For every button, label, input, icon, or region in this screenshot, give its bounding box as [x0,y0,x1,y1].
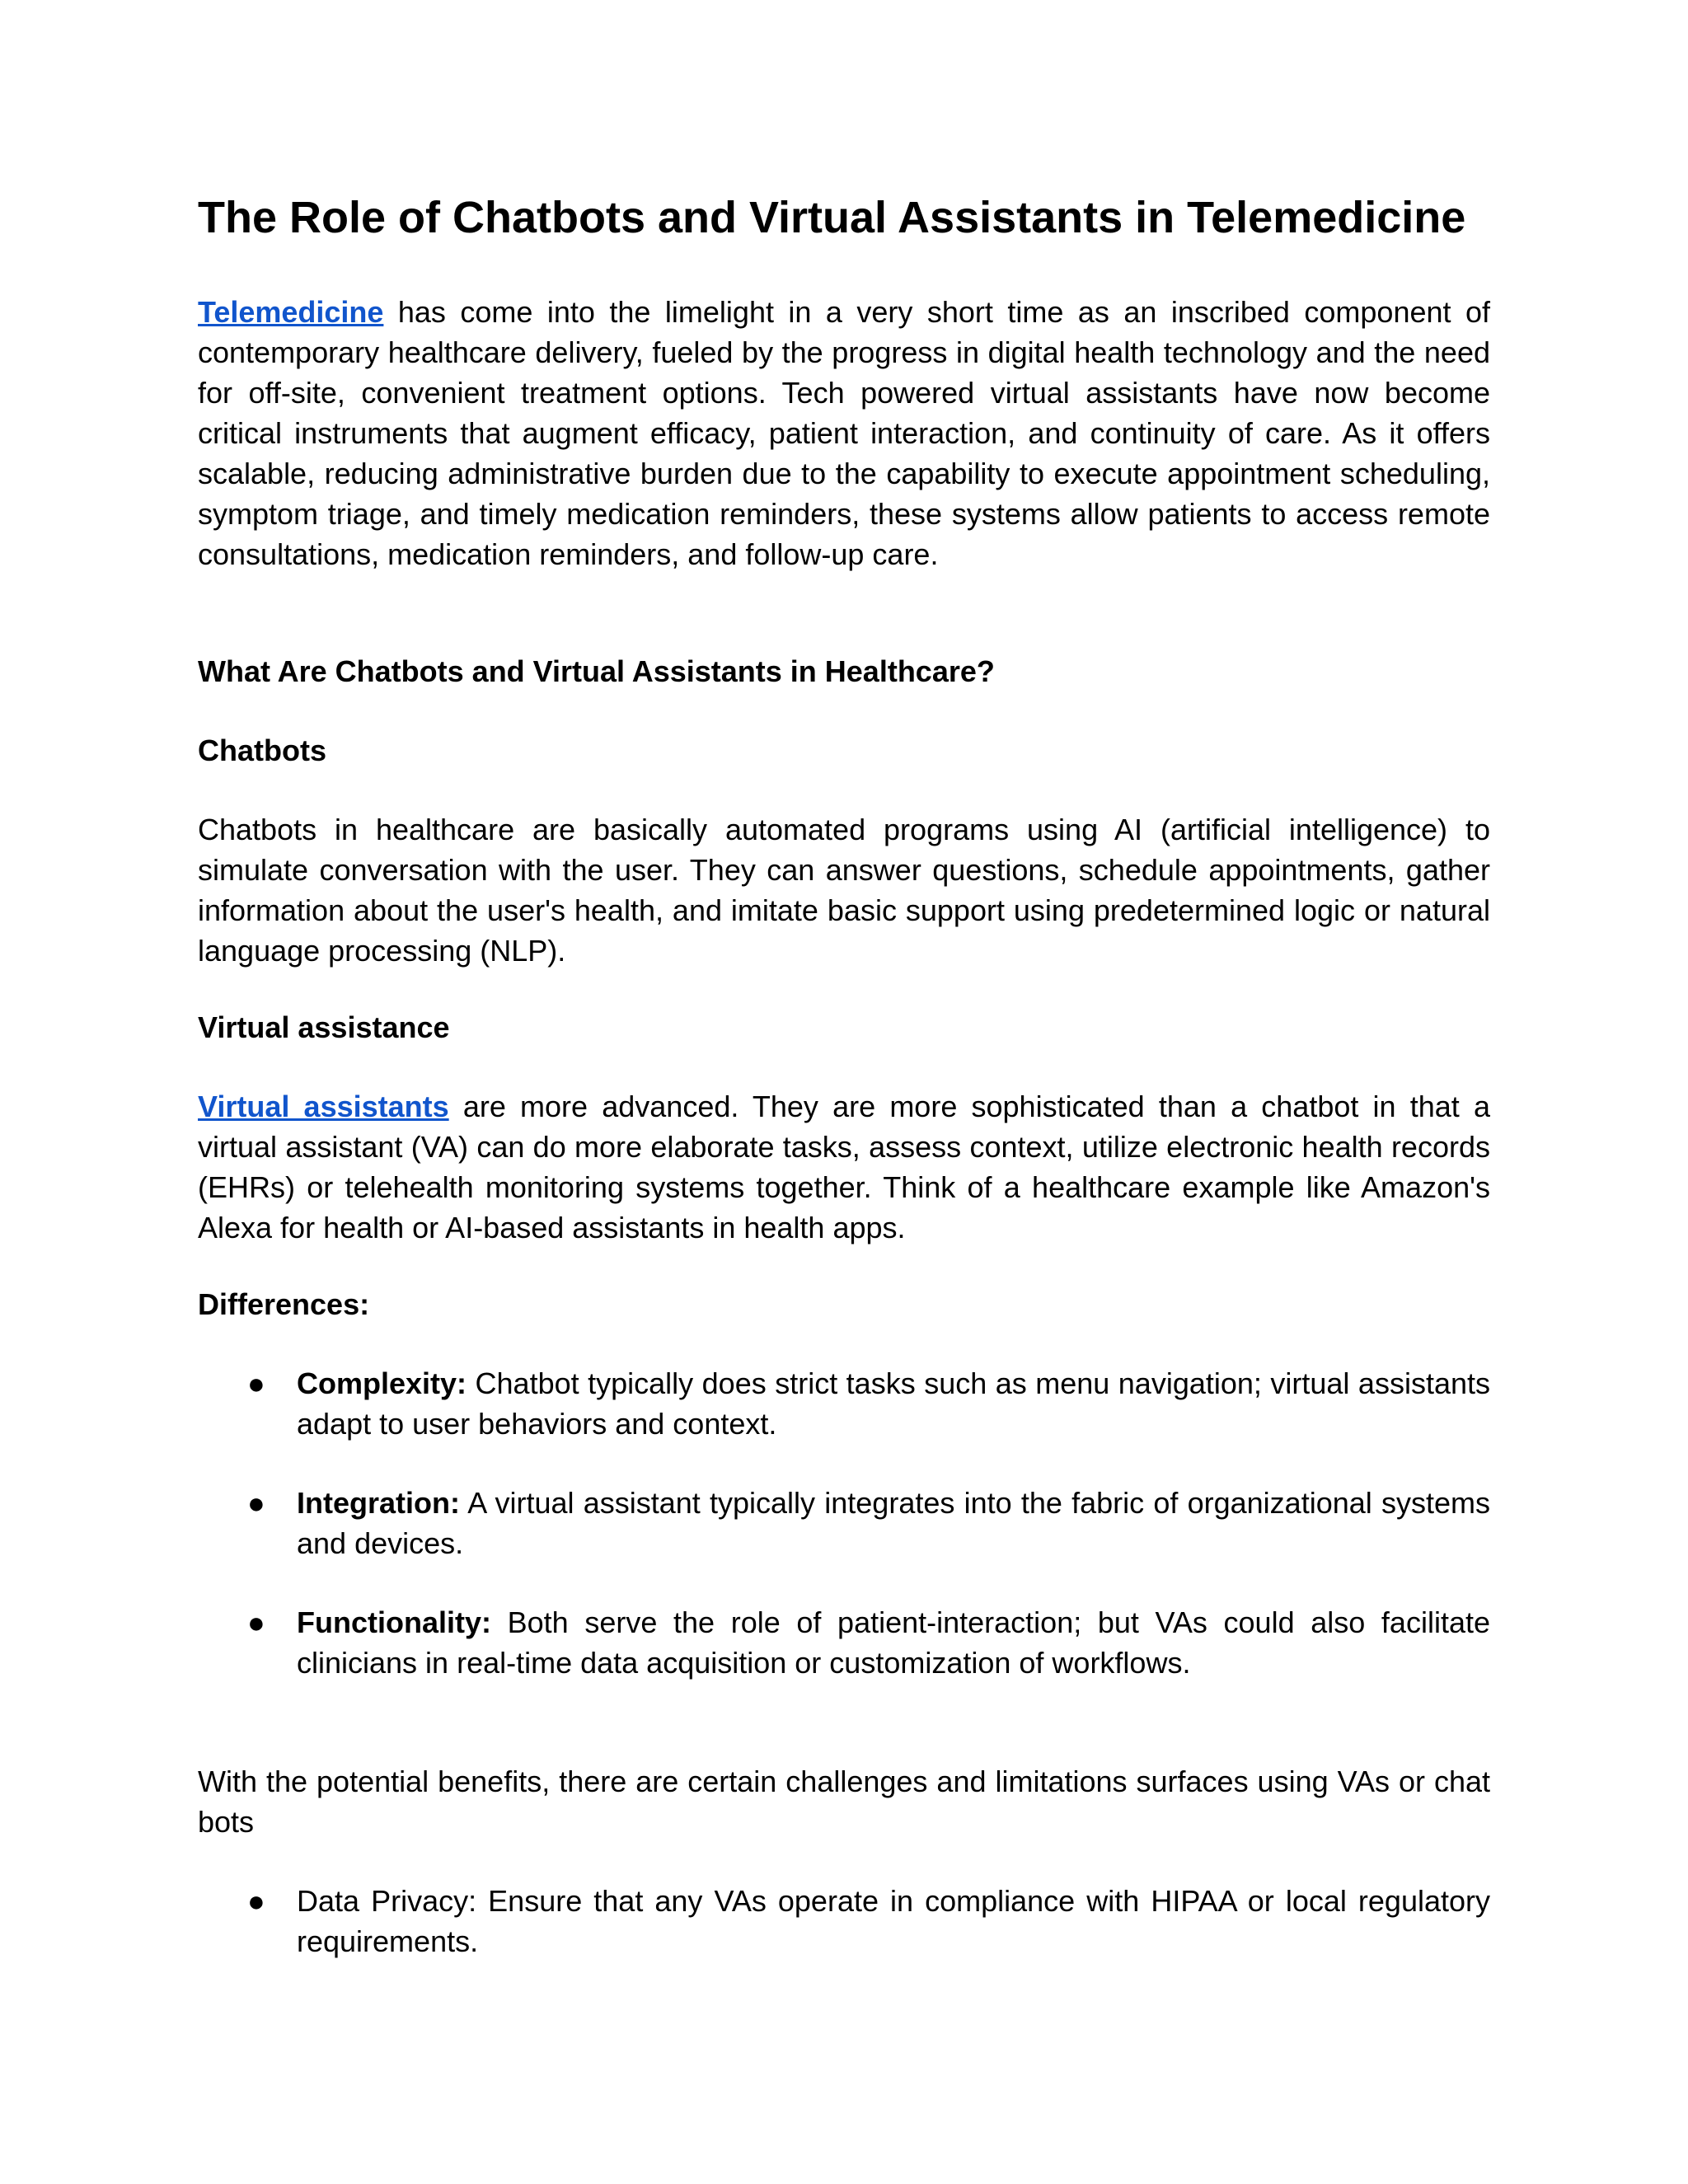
list-item-label: Complexity: [297,1366,467,1400]
list-item-label: Integration: [297,1486,460,1520]
virtual-assistance-text: are more advanced. They are more sophisticated than a chatbot in that a virtual assistant (VA) can do more elaborate tasks, assess context, utilize electronic health records (EHRs) or telehealth monitoring systems together. Think of a healthcare example like Amazon's Alexa for health or AI-based assistants in health apps. [198,1090,1490,1244]
intro-paragraph [198,292,1490,574]
differences-heading: Differences: [198,1287,370,1321]
list-item-label: Functionality: [297,1605,491,1639]
section-heading: What Are Chatbots and Virtual Assistants in Healthcare? [198,654,995,688]
bullet-icon: ● [247,1486,265,1520]
list-item-body: A virtual assistant typically integrates into the fabric of organizational systems and devices. [297,1486,1490,1560]
virtual-assistants-link[interactable]: Virtual assistants [198,1090,449,1123]
document-title: The Role of Chatbots and Virtual Assistants in Telemedicine [198,193,1466,242]
list-item-text [297,1483,1490,1563]
bullet-icon: ● [247,1884,265,1918]
list-item-text: Data Privacy: Ensure that any VAs operate in compliance with HIPAA or local regulatory requirements. [297,1884,1490,1958]
telemedicine-link[interactable]: Telemedicine [198,295,384,329]
challenges-paragraph: With the potential benefits, there are certain challenges and limitations surfaces using VAs or chat bots [198,1765,1490,1839]
intro-text: has come into the limelight in a very short time as an inscribed component of contemporary healthcare delivery, fueled by the progress in digital health technology and the need for off-site, convenient treatment options. Tech powered virtual assistants have now become critical instruments that augment efficacy, patient interaction, and continuity of care. As it offers scalable, reducing administrative burden due to the capability to execute appointment scheduling, symptom triage, and timely medication reminders, these systems allow patients to access remote consultations, medication reminders, and follow-up care. [198,295,1490,571]
bullet-icon: ● [247,1605,265,1639]
chatbots-heading: Chatbots [198,733,326,767]
list-item-body: Chatbot typically does strict tasks such as menu navigation; virtual assistants adapt to user behaviors and context. [297,1366,1490,1441]
virtual-assistance-heading: Virtual assistance [198,1010,450,1044]
chatbots-paragraph: Chatbots in healthcare are basically automated programs using AI (artificial intelligence) to simulate conversation with the user. They can answer questions, schedule appointments, gather information about the user's health, and imitate basic support using predetermined logic or natural language processing (NLP). [198,813,1490,968]
list-item-text [297,1602,1490,1683]
list-item-body: Both serve the role of patient-interaction; but VAs could also facilitate clinicians in real-time data acquisition or customization of workflows. [297,1605,1490,1680]
list-item-text [297,1363,1490,1444]
virtual-assistance-paragraph [198,1086,1490,1248]
bullet-icon: ● [247,1366,265,1400]
